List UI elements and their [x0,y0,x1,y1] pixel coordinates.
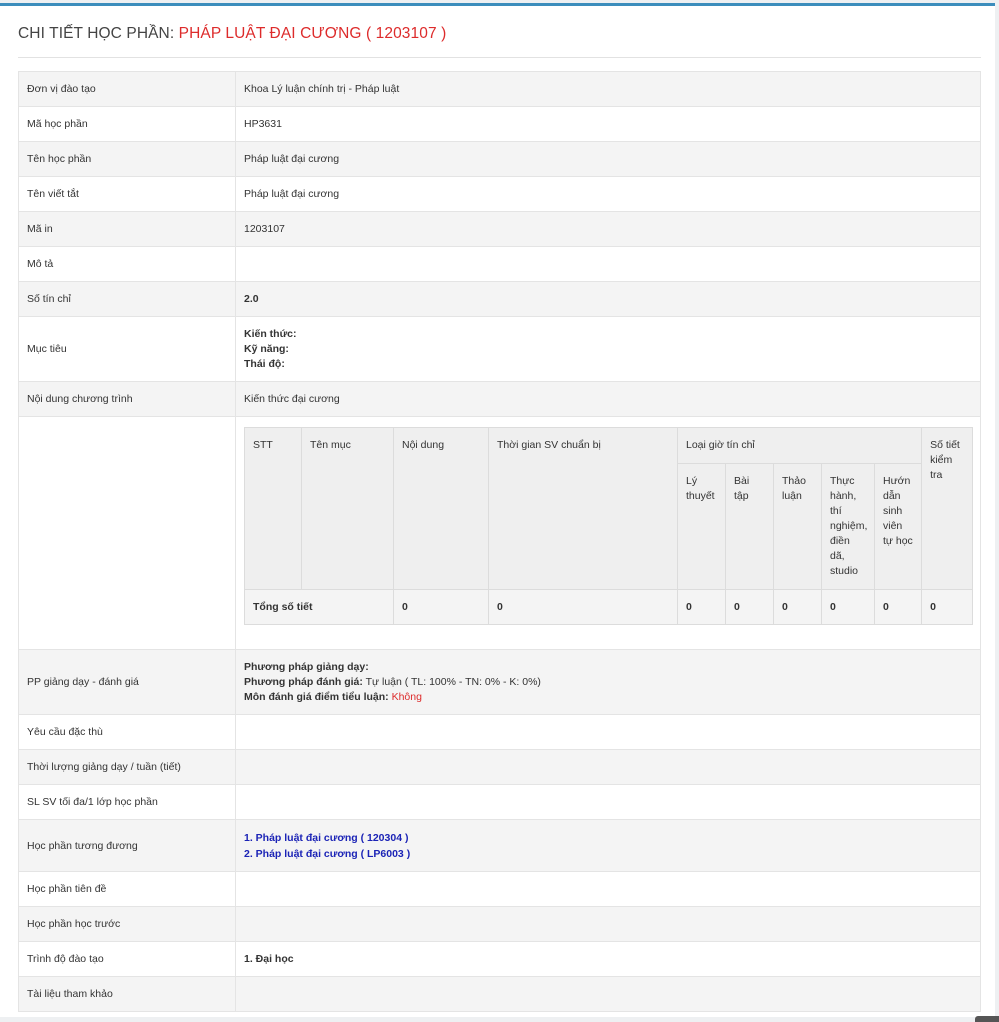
hours-header-thao-luan: Thảo luận [774,464,822,590]
noi-dung-label: Nội dung chương trình [19,382,236,417]
row-thoi-luong [19,750,981,785]
yeu-cau-value [236,715,981,750]
row-noi-dung [19,382,981,417]
don-vi-label: Đơn vị đào tạo [19,72,236,107]
row-sl-sv [19,785,981,820]
row-don-vi [19,72,981,107]
hours-header-noi-dung: Nội dung [394,428,489,590]
so-tin-chi-value: 2.0 [236,282,981,317]
tai-lieu-value [236,977,981,1012]
pp-danh-gia-label: Phương pháp đánh giá: [244,675,363,688]
page-title-prefix: CHI TIẾT HỌC PHẦN: [18,25,175,42]
row-trinh-do [19,942,981,977]
row-hours-table [19,417,981,650]
ma-in-value: 1203107 [236,212,981,247]
hours-header-thuc-hanh: Thực hành, thí nghiệm, điền dã, studio [822,464,875,590]
row-pp-giang-day [19,650,981,715]
hours-table-cell [236,417,981,650]
hours-header-ly-thuyet: Lý thuyết [678,464,726,590]
hours-header-stt: STT [245,428,302,590]
muc-tieu-label: Mục tiêu [19,317,236,382]
tien-de-value [236,872,981,907]
hours-row-label [19,417,236,650]
hours-total-thuc-hanh: 0 [822,590,875,625]
mon-tieu-luan-value: Không [391,690,422,703]
hours-total-huong-dan: 0 [875,590,922,625]
sl-sv-value [236,785,981,820]
sl-sv-label: SL SV tối đa/1 lớp học phần [19,785,236,820]
noi-dung-value: Kiến thức đại cương [236,382,981,417]
ma-in-label: Mã in [19,212,236,247]
scroll-corner [975,1016,999,1022]
row-ten-hp [19,142,981,177]
page-title [18,25,446,43]
row-so-tin-chi [19,282,981,317]
so-tin-chi-label: Số tín chỉ [19,282,236,317]
ma-hp-value: HP3631 [236,107,981,142]
course-detail-table [18,71,981,1012]
hours-total-row [245,590,973,625]
muc-tieu-value [236,317,981,382]
tuong-duong-label: Học phần tương đương [19,820,236,872]
row-hoc-truoc [19,907,981,942]
row-tuong-duong [19,820,981,872]
mon-tieu-luan-label: Môn đánh giá điểm tiểu luận: [244,690,389,703]
hours-header-loai-gio: Loại giờ tín chỉ [678,428,922,464]
muc-tieu-thai-do: Thái độ: [244,357,285,370]
row-tien-de [19,872,981,907]
title-divider [18,57,981,58]
ten-viet-tat-label: Tên viết tắt [19,177,236,212]
ten-hp-value: Pháp luật đại cương [236,142,981,177]
hours-header-so-tiet-kiem-tra: Số tiết kiểm tra [922,428,973,590]
hours-total-label: Tổng số tiết [245,590,394,625]
row-ma-in [19,212,981,247]
hoc-truoc-label: Học phần học trước [19,907,236,942]
row-ten-viet-tat [19,177,981,212]
mo-ta-value [236,247,981,282]
trinh-do-value: 1. Đại học [236,942,981,977]
muc-tieu-kien-thuc: Kiến thức: [244,327,297,340]
hours-total-bai-tap: 0 [726,590,774,625]
hours-total-ly-thuyet: 0 [678,590,726,625]
yeu-cau-label: Yêu cầu đặc thù [19,715,236,750]
tuong-duong-value [236,820,981,872]
hours-header-thoi-gian: Thời gian SV chuẩn bị [489,428,678,590]
ma-hp-label: Mã học phần [19,107,236,142]
row-yeu-cau [19,715,981,750]
hours-total-kiem-tra: 0 [922,590,973,625]
ten-viet-tat-value: Pháp luật đại cương [236,177,981,212]
hours-header-ten-muc: Tên mục [302,428,394,590]
muc-tieu-ky-nang: Kỹ năng: [244,342,289,355]
don-vi-value: Khoa Lý luận chính trị - Pháp luật [236,72,981,107]
hours-header-row-1 [245,428,973,464]
tai-lieu-label: Tài liệu tham khảo [19,977,236,1012]
course-detail-panel [0,3,995,1017]
thoi-luong-label: Thời lượng giảng dạy / tuần (tiết) [19,750,236,785]
hours-total-thao-luan: 0 [774,590,822,625]
row-ma-hp [19,107,981,142]
equivalent-course-link-2[interactable]: 2. Pháp luật đại cương ( LP6003 ) [244,847,411,860]
pp-label: PP giảng dạy - đánh giá [19,650,236,715]
thoi-luong-value [236,750,981,785]
hours-table [244,427,973,625]
hours-total-noi-dung: 0 [394,590,489,625]
ten-hp-label: Tên học phần [19,142,236,177]
hours-header-bai-tap: Bài tập [726,464,774,590]
hoc-truoc-value [236,907,981,942]
pp-value [236,650,981,715]
pp-danh-gia-value: Tự luận ( TL: 100% - TN: 0% - K: 0%) [365,675,541,688]
hours-header-huong-dan: Hướn dẫn sinh viên tự học [875,464,922,590]
row-tai-lieu [19,977,981,1012]
equivalent-course-link-1[interactable]: 1. Pháp luật đại cương ( 120304 ) [244,831,409,844]
pp-giang-day-label: Phương pháp giảng dạy: [244,660,369,673]
tien-de-label: Học phần tiên đề [19,872,236,907]
row-muc-tieu [19,317,981,382]
page-title-course-name: PHÁP LUẬT ĐẠI CƯƠNG ( 1203107 ) [178,25,447,42]
trinh-do-label: Trình độ đào tạo [19,942,236,977]
row-mo-ta [19,247,981,282]
hours-total-thoi-gian: 0 [489,590,678,625]
mo-ta-label: Mô tả [19,247,236,282]
